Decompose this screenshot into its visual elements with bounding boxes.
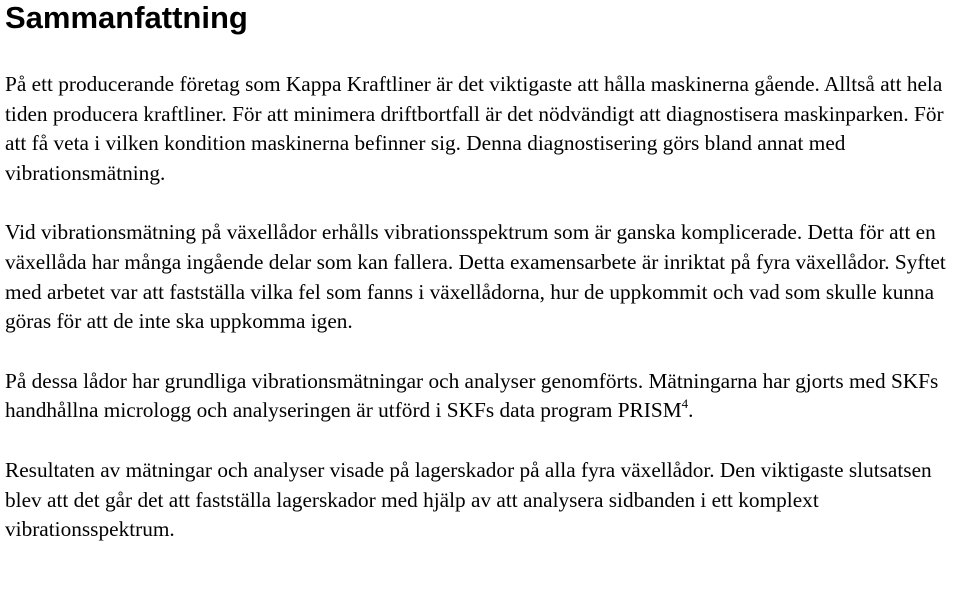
document-page xyxy=(5,0,955,545)
paragraph-measurements xyxy=(5,367,955,426)
paragraph-intro: På ett producerande företag som Kappa Kraftliner är det viktigaste att hålla maskinerna gående. Alltså att hela tiden producera kraftliner. För att minimera driftbortfall är det nödvändigt att diagnostisera maskinparken. För att få veta i vilken kondition maskinerna befinner sig. Denna diagnostisering görs bland annat med vibrationsmätning. xyxy=(5,72,944,185)
measurements-text: På dessa lådor har grundliga vibrationsmätningar och analyser genomförts. Mätningarna har gjorts med SKFs handhållna micrologg och analyseringen är utförd i SKFs data program PRISM xyxy=(5,368,939,423)
paragraph-gearbox-vibration: Vid vibrationsmätning på växellådor erhålls vibrationsspektrum som är ganska komplicerade. Detta för att en växellåda har många ingående delar som kan fallera. Detta examensarbete är inriktat på fyra växellådor. Syftet med arbetet var att fastställa vilka fel som fanns i växellådorna, hur de uppkommit och vad som skulle kunna göras för att de inte ska uppkomma igen. xyxy=(5,220,946,334)
paragraph-results: Resultaten av mätningar och analyser visade på lagerskador på alla fyra växellådor. Den viktigaste slutsatsen blev att det går det att fastställa lagerskador med hjälp av att analysera sidbanden i ett komplext vibrationsspektrum. xyxy=(5,457,932,542)
footnote-marker: 4 xyxy=(681,396,689,412)
measurements-text-end: . xyxy=(688,398,694,423)
section-heading: Sammanfattning xyxy=(5,0,248,35)
